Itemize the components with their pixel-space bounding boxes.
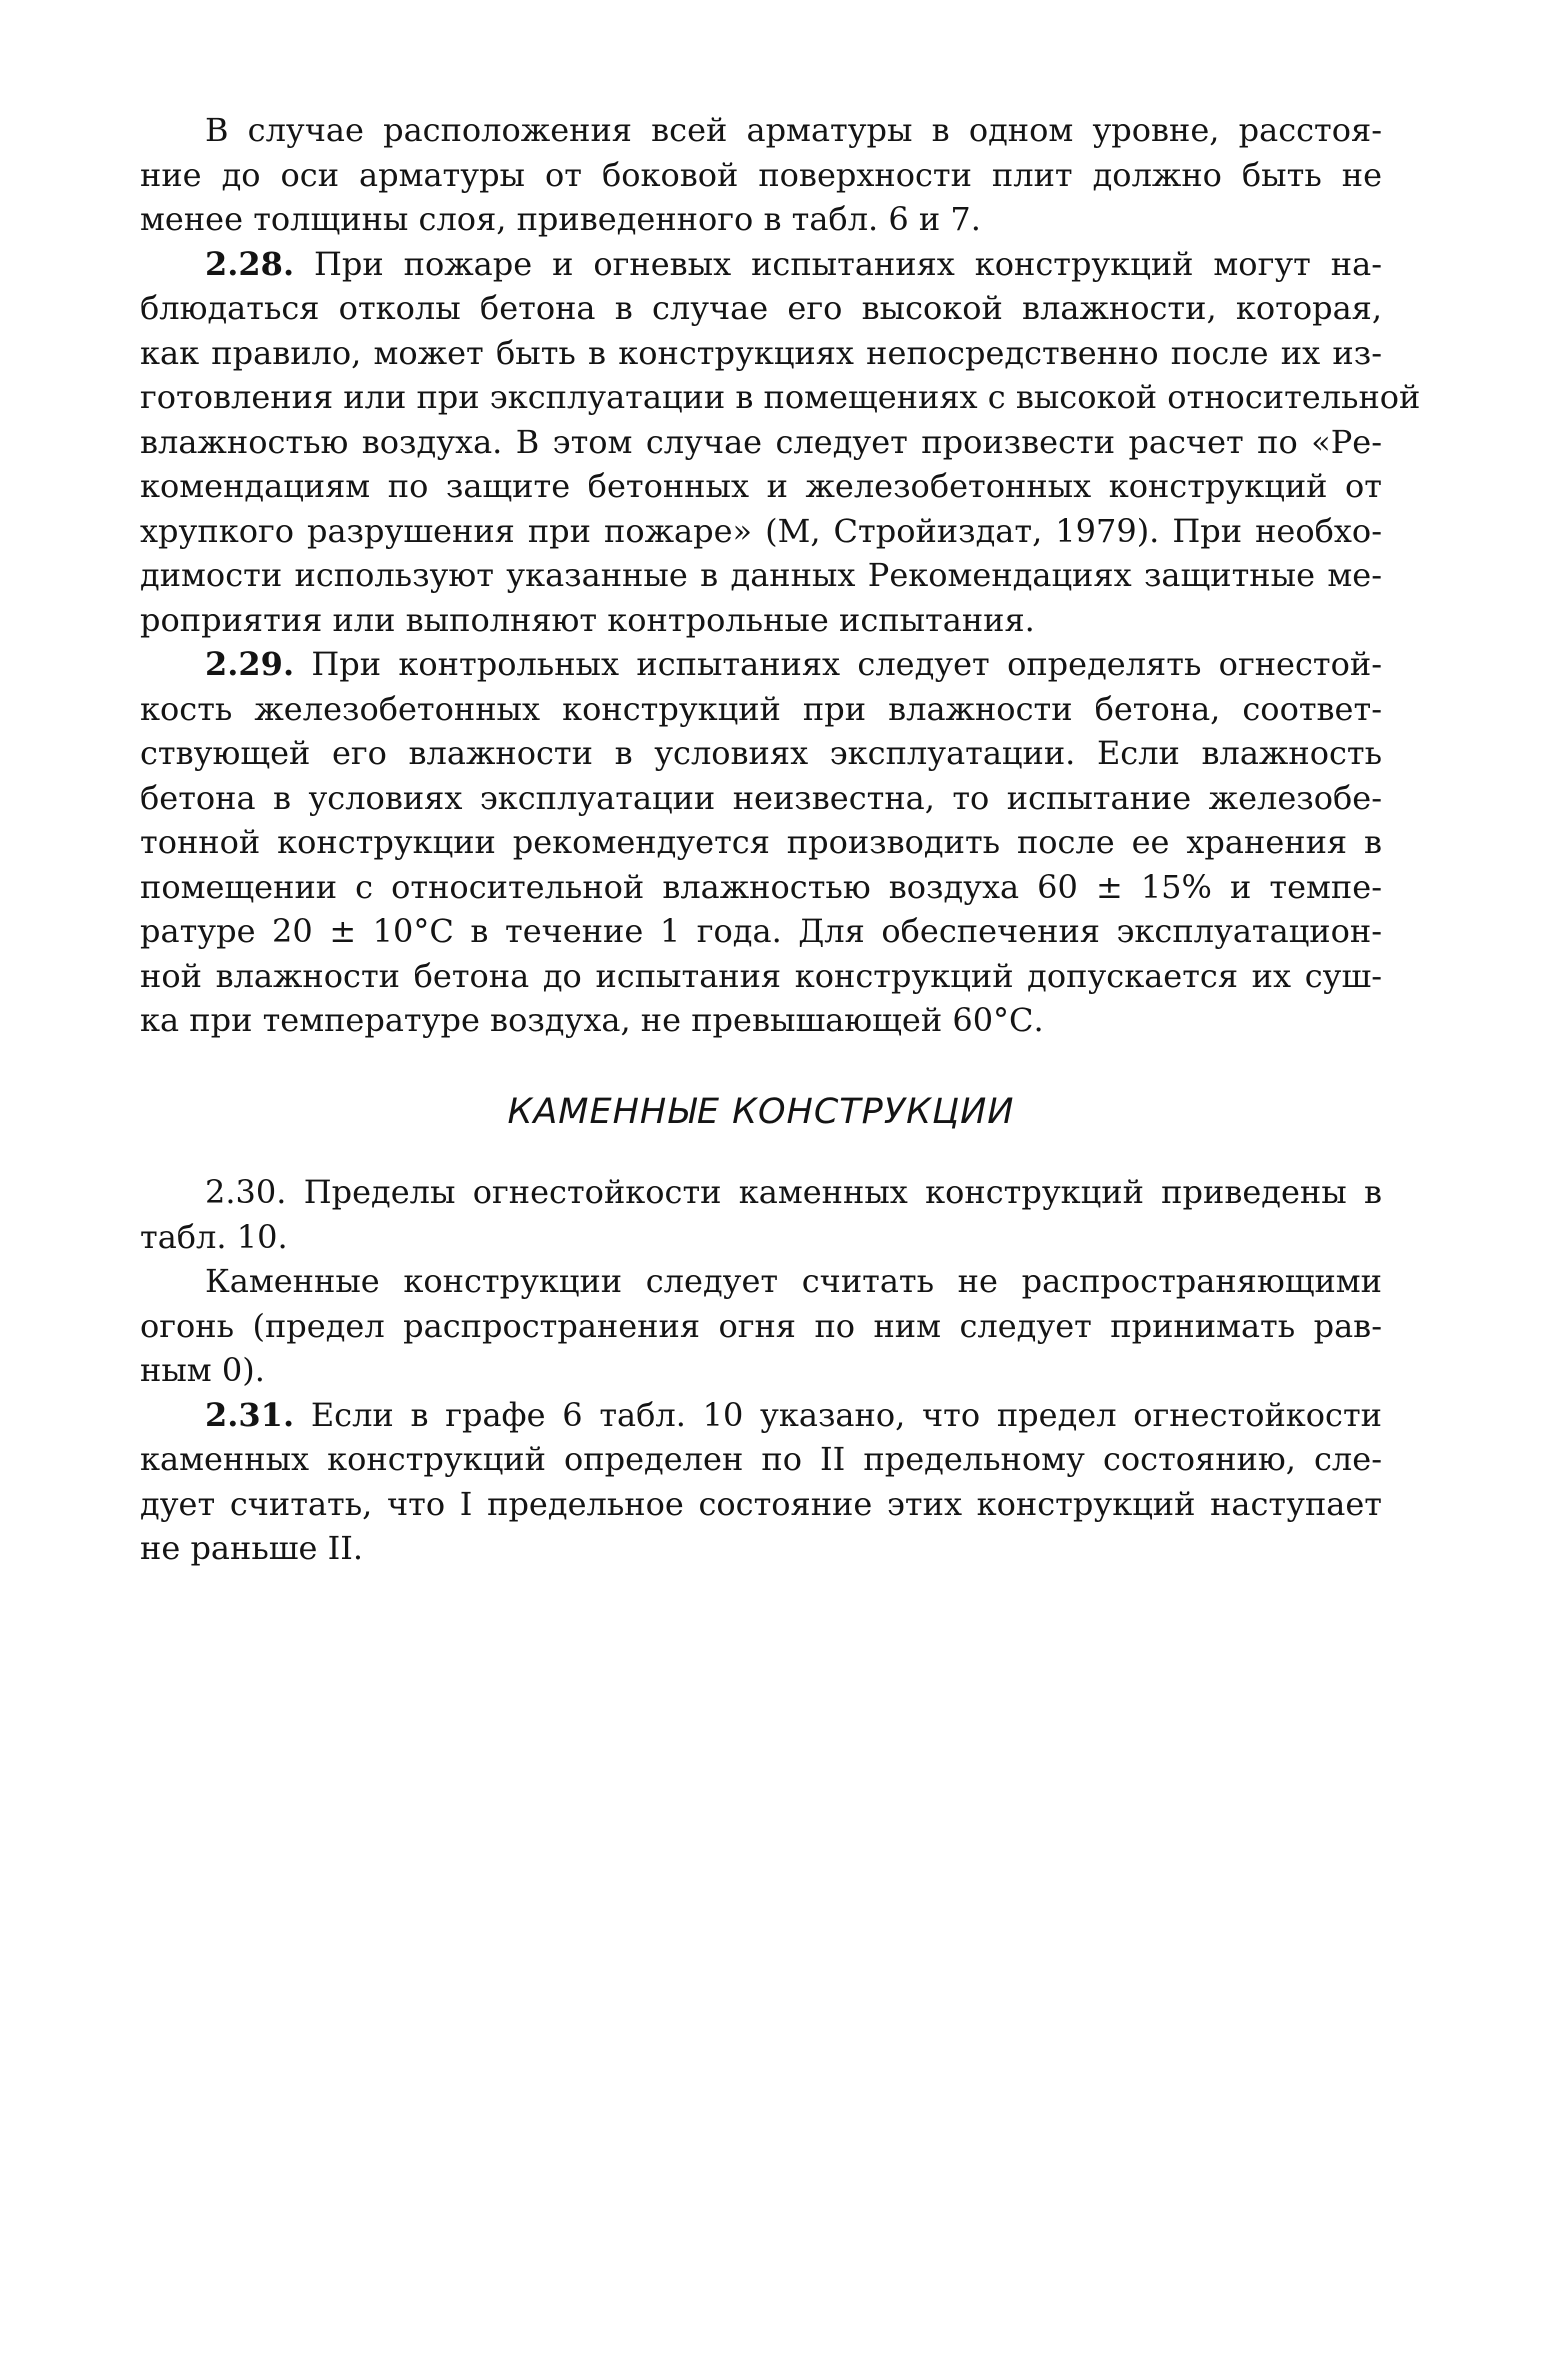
paragraph-2-29 xyxy=(140,642,1382,1043)
text-line: роприятия или выполняют контрольные испытания. xyxy=(140,600,1035,639)
text-line: менее толщины слоя, приведенного в табл. 6 и 7. xyxy=(140,200,981,238)
text-line: влажностью воздуха. В этом случае следует произвести расчет по «Ре- xyxy=(140,422,1382,461)
paragraph-2-31 xyxy=(140,1393,1382,1571)
text-line: кость железобетонных конструкций при влажности бетона, соответ- xyxy=(140,689,1382,728)
text-line xyxy=(140,1170,1382,1215)
text-line: хрупкого разрушения при пожаре» (М, Стройиздат, 1979). При необхо- xyxy=(140,511,1382,550)
text-line: огонь (предел распространения огня по ним следует принимать рав- xyxy=(140,1306,1382,1345)
text-line xyxy=(140,642,1382,687)
text-line: блюдаться отколы бетона в случае его высокой влажности, которая, xyxy=(140,289,1382,327)
text-line xyxy=(140,1393,1382,1438)
text-line: ным 0). xyxy=(140,1351,265,1389)
text-line: ствующей его влажности в условиях эксплуатации. Если влажность xyxy=(140,734,1382,772)
document-page xyxy=(140,108,1421,1571)
paragraph-reinforcement-level xyxy=(140,108,1382,242)
text-line: бетона в условиях эксплуатации неизвестна, то испытание железобе- xyxy=(140,778,1382,817)
text-line xyxy=(140,242,1382,287)
section-heading: КАМЕННЫЕ КОНСТРУКЦИИ xyxy=(507,1091,1015,1132)
text-fragment: Если в графе 6 табл. 10 указано, что предел огнестойкости xyxy=(310,1395,1383,1434)
text-line: тонной конструкции рекомендуется производить после ее хранения в xyxy=(140,823,1382,861)
paragraph-2-30 xyxy=(140,1170,1382,1259)
text-fragment: Пределы огнестойкости каменных конструкций приведены в xyxy=(303,1173,1382,1211)
text-line: ратуре 20 ± 10°С в течение 1 года. Для обеспечения эксплуатацион- xyxy=(140,912,1382,950)
text-line: комендациям по защите бетонных и железобетонных конструкций от xyxy=(140,467,1382,505)
text-line: не раньше II. xyxy=(140,1529,364,1567)
text-fragment: При контрольных испытаниях следует определять огнестой- xyxy=(311,645,1383,683)
text-line: Каменные конструкции следует считать не распространяющими xyxy=(205,1262,1382,1300)
text-line: димости используют указанные в данных Рекомендациях защитные ме- xyxy=(140,556,1382,594)
paragraph-2-28 xyxy=(140,242,1421,643)
text-line: ние до оси арматуры от боковой поверхности плит должно быть не xyxy=(140,155,1382,194)
text-line: В случае расположения всей арматуры в одном уровне, расстоя- xyxy=(205,111,1382,149)
text-line: как правило, может быть в конструкциях непосредственно после их из- xyxy=(140,333,1382,372)
paragraph-number: 2.30. xyxy=(205,1173,287,1211)
text-line: табл. 10. xyxy=(140,1217,288,1256)
paragraph-number: 2.29. xyxy=(205,645,295,683)
paragraph-masonry-fire-spread xyxy=(140,1259,1382,1393)
text-line: каменных конструкций определен по II предельному состоянию, сле- xyxy=(140,1440,1382,1478)
text-line: дует считать, что I предельное состояние этих конструкций наступает xyxy=(140,1484,1382,1523)
text-line: ка при температуре воздуха, не превышающей 60°С. xyxy=(140,1001,1044,1039)
text-line: ной влажности бетона до испытания конструкций допускается их суш- xyxy=(140,956,1382,995)
text-fragment: При пожаре и огневых испытаниях конструкций могут на- xyxy=(314,244,1383,283)
text-line: помещении с относительной влажностью воздуха 60 ± 15% и темпе- xyxy=(140,867,1382,906)
text-line: готовления или при эксплуатации в помещениях с высокой относительной xyxy=(140,378,1421,416)
paragraph-number: 2.31. xyxy=(205,1395,295,1434)
paragraph-number: 2.28. xyxy=(205,244,295,283)
